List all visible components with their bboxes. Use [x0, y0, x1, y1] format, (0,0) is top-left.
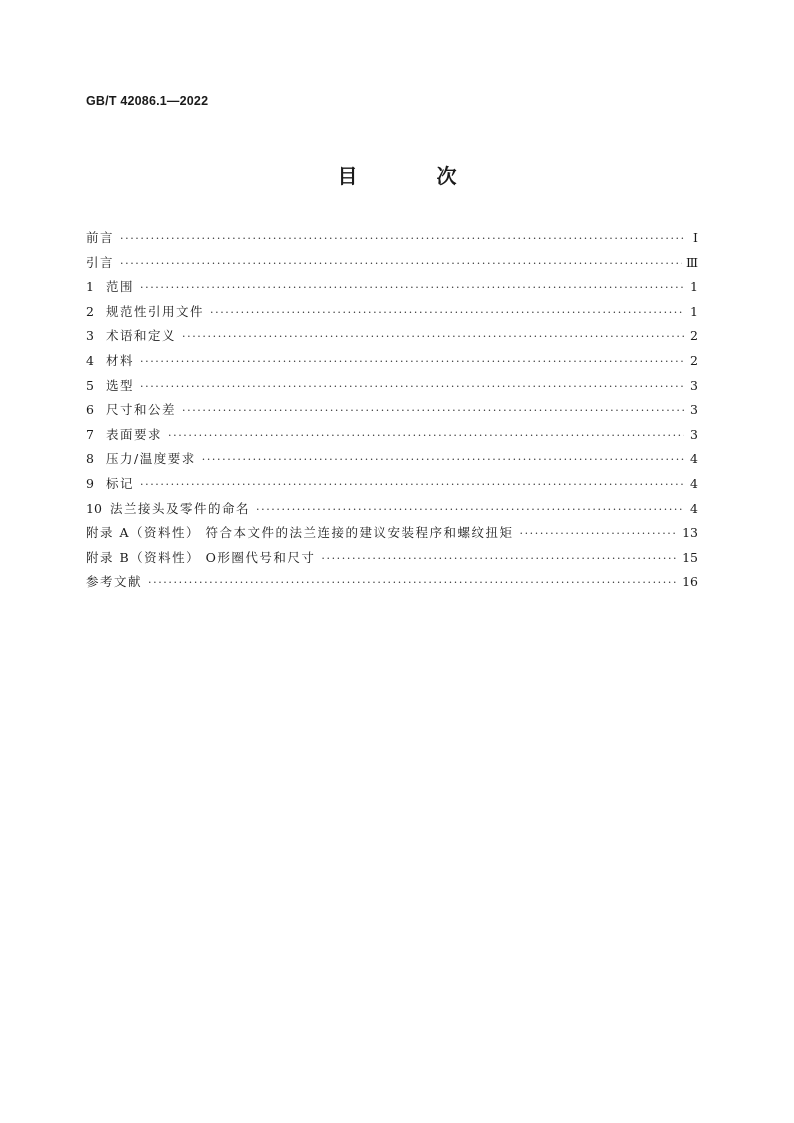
toc-leader-dots: [140, 350, 684, 375]
toc-entry-label: 前言: [86, 230, 115, 245]
toc-entry-page: 15: [682, 549, 698, 565]
toc-entry-marking[interactable]: [86, 472, 698, 497]
toc-entry-dimensions-tolerances[interactable]: [86, 398, 698, 423]
toc-leader-dots: [120, 227, 684, 252]
toc-entry-page: 3: [690, 426, 698, 442]
toc-leader-dots: [120, 252, 682, 277]
toc-entry-page: 2: [690, 328, 698, 344]
toc-entry-label: 标记: [106, 475, 135, 491]
toc-entry-label: 范围: [106, 279, 135, 295]
toc-entry-number: 8: [86, 451, 94, 467]
toc-leader-dots: [210, 301, 684, 326]
toc-leader-dots: [168, 424, 684, 449]
toc-entry-selection[interactable]: [86, 374, 698, 399]
toc-leader-dots: [256, 498, 684, 523]
table-of-contents: [86, 226, 698, 595]
toc-entry-page: 4: [690, 500, 698, 516]
toc-entry-label: 法兰接头及零件的命名: [110, 500, 251, 516]
toc-entry-number: 6: [86, 402, 94, 418]
toc-entry-number: 5: [86, 377, 94, 393]
toc-entry-annex-b[interactable]: [86, 546, 698, 571]
toc-title: 目 次: [337, 164, 493, 188]
toc-entry-introduction[interactable]: [86, 251, 698, 276]
toc-entry-label: 材料: [106, 352, 135, 368]
toc-entry-annex-a[interactable]: [86, 521, 698, 546]
toc-leader-dots: [321, 547, 678, 572]
toc-leader-dots: [140, 375, 684, 400]
toc-entry-page: 1: [690, 279, 698, 295]
toc-entry-page: 16: [682, 574, 698, 590]
toc-entry-nomenclature[interactable]: [86, 497, 698, 522]
toc-entry-terms-definitions[interactable]: [86, 324, 698, 349]
toc-entry-label: 规范性引用文件: [106, 303, 205, 319]
toc-entry-pressure-temperature[interactable]: [86, 447, 698, 472]
toc-entry-label: 引言: [86, 254, 115, 270]
toc-entry-label: 尺寸和公差: [106, 402, 177, 418]
toc-leader-dots: [182, 399, 684, 424]
toc-entry-scope[interactable]: [86, 275, 698, 300]
toc-entry-number: 4: [86, 352, 94, 368]
toc-entry-label: 术语和定义: [106, 328, 177, 344]
toc-entry-page: 4: [690, 475, 698, 491]
toc-entry-page: 3: [690, 377, 698, 393]
toc-entry-foreword[interactable]: [86, 226, 698, 251]
toc-entry-number: 7: [86, 426, 94, 442]
toc-leader-dots: [182, 325, 684, 350]
toc-leader-dots: [140, 276, 684, 301]
toc-entry-label: 表面要求: [106, 426, 163, 442]
toc-leader-dots: [202, 448, 684, 473]
toc-entry-number: 3: [86, 328, 94, 344]
toc-entry-number: 9: [86, 475, 94, 491]
standard-code: GB/T 42086.1—2022: [86, 94, 209, 108]
toc-leader-dots: [148, 571, 678, 596]
toc-entry-number: 1: [86, 279, 94, 295]
toc-entry-page: Ⅰ: [693, 230, 698, 245]
toc-entry-label: 附录 A（资料性） 符合本文件的法兰连接的建议安装程序和螺纹扭矩: [86, 525, 514, 541]
toc-entry-page: 3: [690, 402, 698, 418]
toc-entry-materials[interactable]: [86, 349, 698, 374]
toc-leader-dots: [519, 522, 678, 547]
toc-leader-dots: [140, 473, 684, 498]
toc-entry-normative-references[interactable]: [86, 300, 698, 325]
toc-entry-surface-requirements[interactable]: [86, 423, 698, 448]
toc-entry-page: 13: [682, 525, 698, 541]
toc-entry-label: 参考文献: [86, 574, 143, 590]
toc-entry-number: 10: [86, 500, 102, 516]
toc-entry-bibliography[interactable]: [86, 570, 698, 595]
toc-entry-page: 1: [690, 303, 698, 319]
toc-entry-label: 选型: [106, 377, 135, 393]
toc-entry-page: 4: [690, 451, 698, 467]
toc-entry-page: Ⅲ: [685, 254, 698, 270]
toc-entry-label: 附录 B（资料性） O形圈代号和尺寸: [86, 549, 316, 565]
toc-entry-number: 2: [86, 303, 94, 319]
toc-entry-label: 压力/温度要求: [106, 451, 196, 467]
toc-entry-page: 2: [690, 352, 698, 368]
